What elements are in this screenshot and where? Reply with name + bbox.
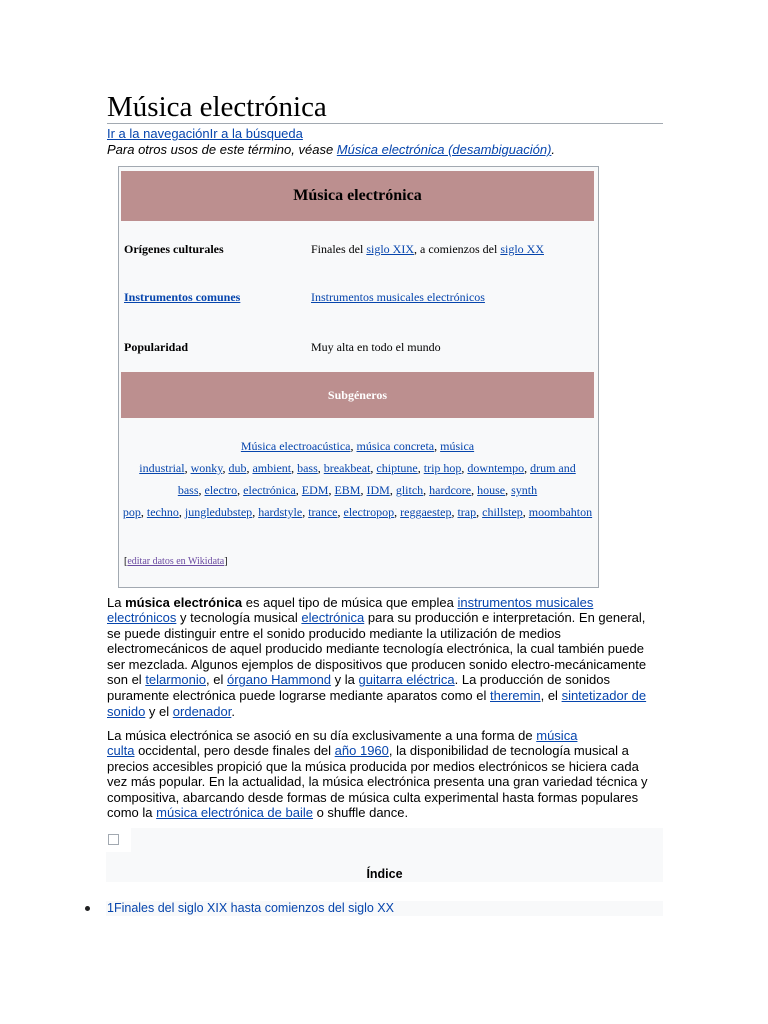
link-musica-electronica-de-baile[interactable]: música electrónica de baile [156, 805, 313, 821]
subgenre-link-ebm[interactable]: EBM [334, 483, 361, 497]
subgenre-separator: , [461, 461, 468, 475]
title-divider [107, 123, 663, 124]
subgenre-separator: , [350, 439, 357, 453]
hatnote-prefix: Para otros usos de este término, véase [107, 142, 337, 157]
link-instrumentos-musicales-electronicos[interactable]: Instrumentos musicales electrónicos [311, 290, 485, 304]
subgenre-link-ambient[interactable]: ambient [252, 461, 292, 475]
wikidata-bracket-open: [ [124, 556, 128, 567]
toc-item-text: Finales del siglo XIX hasta comienzos del siglo XX [113, 901, 394, 915]
link-instrumentos-musicales[interactable]: instrumentos musicales [457, 594, 594, 610]
paragraph-text: precios accesibles propició que la música producida por medios electrónicos se hiciera cada [107, 758, 639, 774]
subgenres-line [121, 479, 594, 501]
paragraph-text: son el [107, 672, 146, 688]
subgenres-line [121, 435, 594, 457]
subgenre-separator: , [291, 461, 298, 475]
paragraph-text: . [231, 703, 235, 719]
toc-item [106, 901, 663, 916]
paragraph-line [107, 688, 646, 704]
link-sonido[interactable]: sonido [107, 703, 146, 719]
bullet-icon [85, 906, 90, 911]
toc-item-link[interactable] [107, 901, 394, 916]
subgenre-link-musica[interactable]: música [440, 439, 475, 453]
link-sintetizador-de[interactable]: sintetizador de [561, 688, 647, 704]
paragraph-text: como la [107, 805, 157, 821]
paragraph-line [107, 743, 648, 759]
subgenre-separator: , [423, 483, 430, 497]
subgenre-separator: , [505, 483, 512, 497]
paragraph-line [107, 657, 646, 673]
subgenre-link-techno[interactable]: techno [146, 505, 179, 519]
subgenre-separator: , [198, 483, 205, 497]
infobox-label-instruments [124, 289, 240, 305]
subgenre-separator: , [417, 461, 424, 475]
link-organo-hammond[interactable]: órgano Hammond [226, 672, 332, 688]
subgenre-link-wonky[interactable]: wonky [190, 461, 223, 475]
paragraph-text: , el [206, 672, 227, 688]
paragraph-text: para su producción e interpretación. En general, [364, 610, 646, 626]
subgenre-link-synth[interactable]: synth [511, 483, 538, 497]
link-electronicos[interactable]: electrónicos [107, 610, 177, 626]
table-of-contents [106, 828, 663, 882]
subgenre-link-hardcore[interactable]: hardcore [429, 483, 472, 497]
subgenre-separator: , [252, 505, 259, 519]
jump-to-search-link[interactable]: Ir a la búsqueda [209, 126, 303, 141]
paragraph-line [107, 728, 648, 744]
subgenre-link-drum-and[interactable]: drum and [530, 461, 576, 475]
hatnote-suffix: . [551, 142, 556, 157]
subgenre-separator: , [337, 505, 344, 519]
paragraph-text: electromecánicos de aquel producido mediante tecnología electrónica, la cual también puede [107, 641, 644, 657]
paragraph-text: puramente electrónica puede lograrse mediante aparatos como el [107, 688, 491, 704]
infobox-title: Música electrónica [121, 171, 594, 221]
disambiguation-link[interactable]: Música electrónica (desambiguación) [336, 142, 552, 157]
subgenre-link-trance[interactable]: trance [308, 505, 338, 519]
subgenre-link-breakbeat[interactable]: breakbeat [323, 461, 371, 475]
paragraph-line [107, 626, 646, 642]
subgenres-line [121, 501, 594, 523]
infobox-value-text: , a comienzos del [414, 242, 501, 256]
subgenre-link-bass[interactable]: bass [297, 461, 318, 475]
jump-to-navigation-link[interactable]: Ir a la navegación [107, 126, 210, 141]
page-title: Música electrónica [107, 91, 327, 123]
subgenre-link-electropop[interactable]: electropop [343, 505, 395, 519]
paragraph-text: ser mezclada. Algunos ejemplos de dispositivos que producen sonido electro-mecánicamente [107, 656, 647, 672]
paragraph-line [107, 641, 646, 657]
paragraph-text: , la disponibilidad de tecnología musical a [388, 743, 629, 759]
infobox-value-origins [311, 241, 544, 257]
toc-title: Índice [366, 867, 403, 881]
paragraph-text: occidental, pero desde finales del [134, 743, 335, 759]
infobox-value-popularity [311, 339, 441, 355]
infobox-value-text: Muy alta en todo el mundo [311, 340, 441, 354]
subgenre-link-dub[interactable]: dub [228, 461, 247, 475]
link-ordenador[interactable]: ordenador [172, 703, 232, 719]
subgenre-separator: , [184, 461, 191, 475]
link-instrumentos-comunes[interactable]: Instrumentos comunes [124, 290, 241, 304]
subgenre-separator: , [140, 505, 147, 519]
subgenre-separator: , [394, 505, 401, 519]
subgenre-link-reggaestep[interactable]: reggaestep [400, 505, 452, 519]
link-musica[interactable]: música [536, 727, 578, 743]
paragraph-line [107, 704, 646, 720]
link-electronica[interactable]: electrónica [301, 610, 365, 626]
paragraph-text: y el [145, 703, 173, 719]
infobox-label-popularity [124, 339, 188, 355]
wikidata-bracket-close: ] [224, 556, 228, 567]
article-paragraph-intro [107, 595, 646, 720]
paragraph-line [107, 672, 646, 688]
subgenre-link-trap[interactable]: trap [457, 505, 477, 519]
subgenre-link-trip-hop[interactable]: trip hop [423, 461, 462, 475]
subgenre-separator: , [295, 483, 302, 497]
paragraph-text: es aquel tipo de música que emplea [242, 594, 458, 610]
subgenre-separator: , [302, 505, 309, 519]
subgenre-link-musica-concreta[interactable]: música concreta [356, 439, 435, 453]
link-siglo-xix[interactable]: siglo XIX [366, 242, 414, 256]
link-guitarra-electrica[interactable]: guitarra eléctrica [358, 672, 455, 688]
subgenre-separator: , [389, 483, 396, 497]
subgenre-link-bass[interactable]: bass [177, 483, 199, 497]
subgenre-separator: , [246, 461, 253, 475]
subgenre-link-moombahton[interactable]: moombahton [528, 505, 593, 519]
subgenre-link-idm[interactable]: IDM [366, 483, 390, 497]
paragraph-text: La música electrónica se asoció en su día exclusivamente a una forma de [107, 727, 537, 743]
paragraph-line [107, 774, 648, 790]
paragraph-text: y tecnología musical [176, 610, 302, 626]
edit-wikidata-link[interactable]: editar datos en Wikidata [127, 556, 225, 567]
subgenre-separator: , [370, 461, 377, 475]
subgenre-link-glitch[interactable]: glitch [395, 483, 424, 497]
paragraph-text: o shuffle dance. [312, 805, 409, 821]
paragraph-text: se puede distinguir entre el sonido producido mediante la utilización de medios [107, 625, 561, 641]
paragraph-line [107, 805, 648, 821]
subgenre-link-chillstep[interactable]: chillstep [482, 505, 523, 519]
subgenre-link-edm[interactable]: EDM [301, 483, 329, 497]
subgenres-line [121, 457, 594, 479]
subgenre-separator: , [471, 483, 478, 497]
disambiguation-hatnote [107, 142, 555, 158]
jump-links [107, 126, 303, 142]
subgenres-header: Subgéneros [121, 372, 594, 418]
subgenre-link-electro[interactable]: electro [204, 483, 238, 497]
paragraph-line [107, 790, 648, 806]
subgenres-list [121, 435, 594, 523]
link-telarmonio[interactable]: telarmonio [145, 672, 207, 688]
paragraph-text: , el [540, 688, 562, 704]
link-siglo-xx[interactable]: siglo XX [500, 242, 544, 256]
paragraph-line [107, 595, 646, 611]
subgenre-link-downtempo[interactable]: downtempo [467, 461, 525, 475]
subgenre-separator: , [360, 483, 367, 497]
subgenre-separator: , [524, 461, 531, 475]
paragraph-bold-text: música electrónica [125, 594, 243, 610]
subgenre-separator: , [476, 505, 483, 519]
paragraph-text: y la [331, 672, 359, 688]
infobox-value-instruments [311, 289, 485, 305]
infobox [118, 166, 599, 588]
subgenre-separator: , [222, 461, 229, 475]
subgenre-separator: , [522, 505, 529, 519]
subgenre-separator: , [317, 461, 324, 475]
subgenre-link-hardstyle[interactable]: hardstyle [258, 505, 303, 519]
subgenre-link-musica-electroacustica[interactable]: Música electroacústica [240, 439, 351, 453]
subgenre-link-chiptune[interactable]: chiptune [376, 461, 418, 475]
subgenre-separator: , [434, 439, 441, 453]
wikidata-edit [124, 555, 228, 569]
infobox-label-origins [124, 241, 224, 257]
subgenre-link-jungledubstep[interactable]: jungledubstep [184, 505, 253, 519]
paragraph-text: La [107, 594, 126, 610]
paragraph-text: . La producción de sonidos [454, 672, 611, 688]
subgenre-link-industrial[interactable]: industrial [139, 461, 185, 475]
subgenre-separator: , [328, 483, 335, 497]
paragraph-text: compositiva, abarcando desde formas de música culta experimental hasta formas populares [107, 789, 639, 805]
paragraph-line [107, 610, 646, 626]
subgenre-separator: , [451, 505, 458, 519]
toc-toggle-checkbox[interactable] [108, 834, 119, 845]
subgenre-link-house[interactable]: house [477, 483, 506, 497]
infobox-value-text: Finales del [311, 242, 367, 256]
link-culta[interactable]: culta [107, 743, 135, 759]
infobox-label-text: Orígenes culturales [124, 242, 224, 256]
subgenre-separator: , [237, 483, 244, 497]
subgenre-separator: , [178, 505, 185, 519]
paragraph-line [107, 759, 648, 775]
article-paragraph-history [107, 728, 648, 822]
subgenre-link-electronica[interactable]: electrónica [243, 483, 296, 497]
infobox-label-text: Popularidad [124, 340, 189, 354]
subgenre-link-pop[interactable]: pop [122, 505, 141, 519]
link-theremin[interactable]: theremin [490, 688, 541, 704]
toc-item-number: 1 [107, 901, 114, 915]
link-ano-1960[interactable]: año 1960 [334, 743, 389, 759]
paragraph-text: vez más popular. En la actualidad, la música electrónica presenta una gran variedad técnica y [107, 774, 648, 790]
